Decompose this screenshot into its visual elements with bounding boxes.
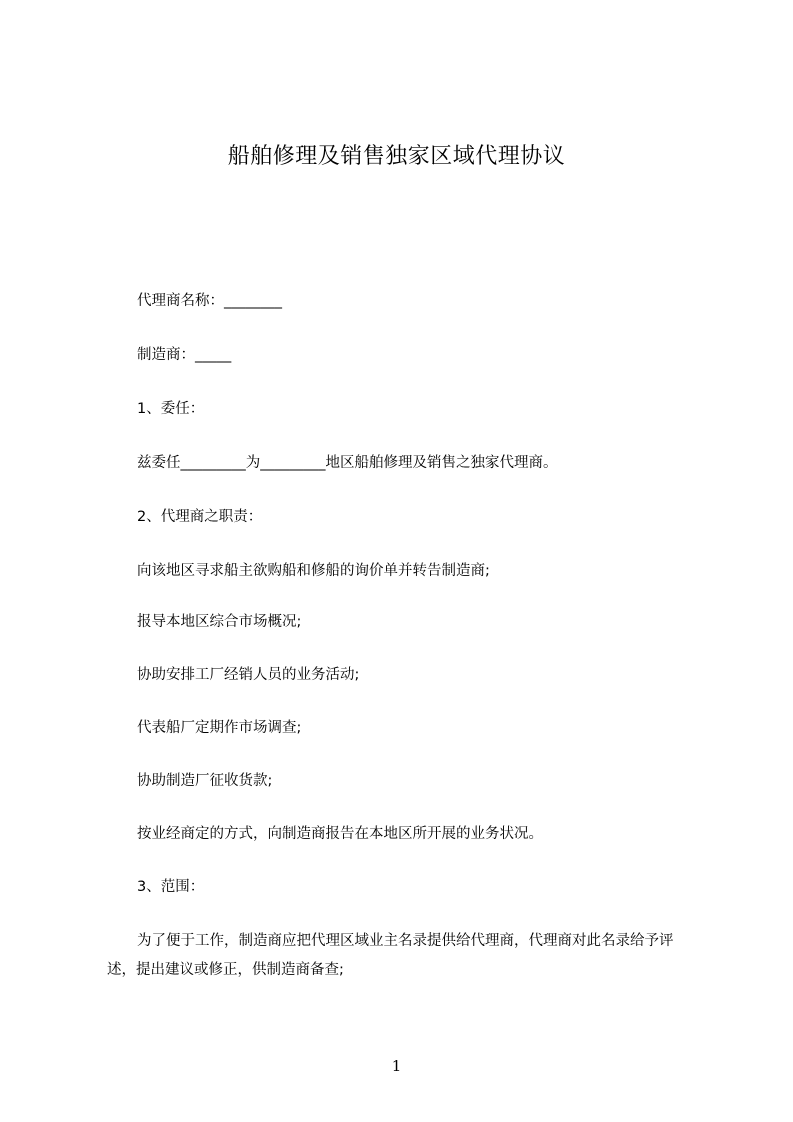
scope-clause: 为了便于工作，制造商应把代理区域业主名录提供给代理商，代理商对此名录给予评述，提出建议或修正，供制造商备查; [107,933,674,978]
section-1-heading: 1、委任： [137,401,205,417]
section-2-heading: 2、代理商之职责： [137,509,263,525]
manufacturer-line: 制造商：_____ [137,347,232,363]
duty-item-4: 代表船厂定期作市场调查; [137,720,302,736]
duty-item-5: 协助制造厂征收货款; [137,773,273,789]
document-title: 船舶修理及销售独家区域代理协议 [227,144,566,169]
duty-item-1: 向该地区寻求船主欲购船和修船的询价单并转告制造商; [137,563,490,579]
duty-item-6: 按业经商定的方式，向制造商报告在本地区所开展的业务状况。 [137,826,543,842]
duty-item-2: 报导本地区综合市场概况; [137,614,302,630]
agent-name-line: 代理商名称：________ [137,293,282,309]
duty-item-3: 协助安排工厂经销人员的业务活动; [137,667,360,683]
appointment-clause: 兹委任_________为_________地区船舶修理及销售之独家代理商。 [137,455,558,471]
section-3-heading: 3、范围： [137,879,205,895]
page-number: 1 [391,1057,402,1075]
